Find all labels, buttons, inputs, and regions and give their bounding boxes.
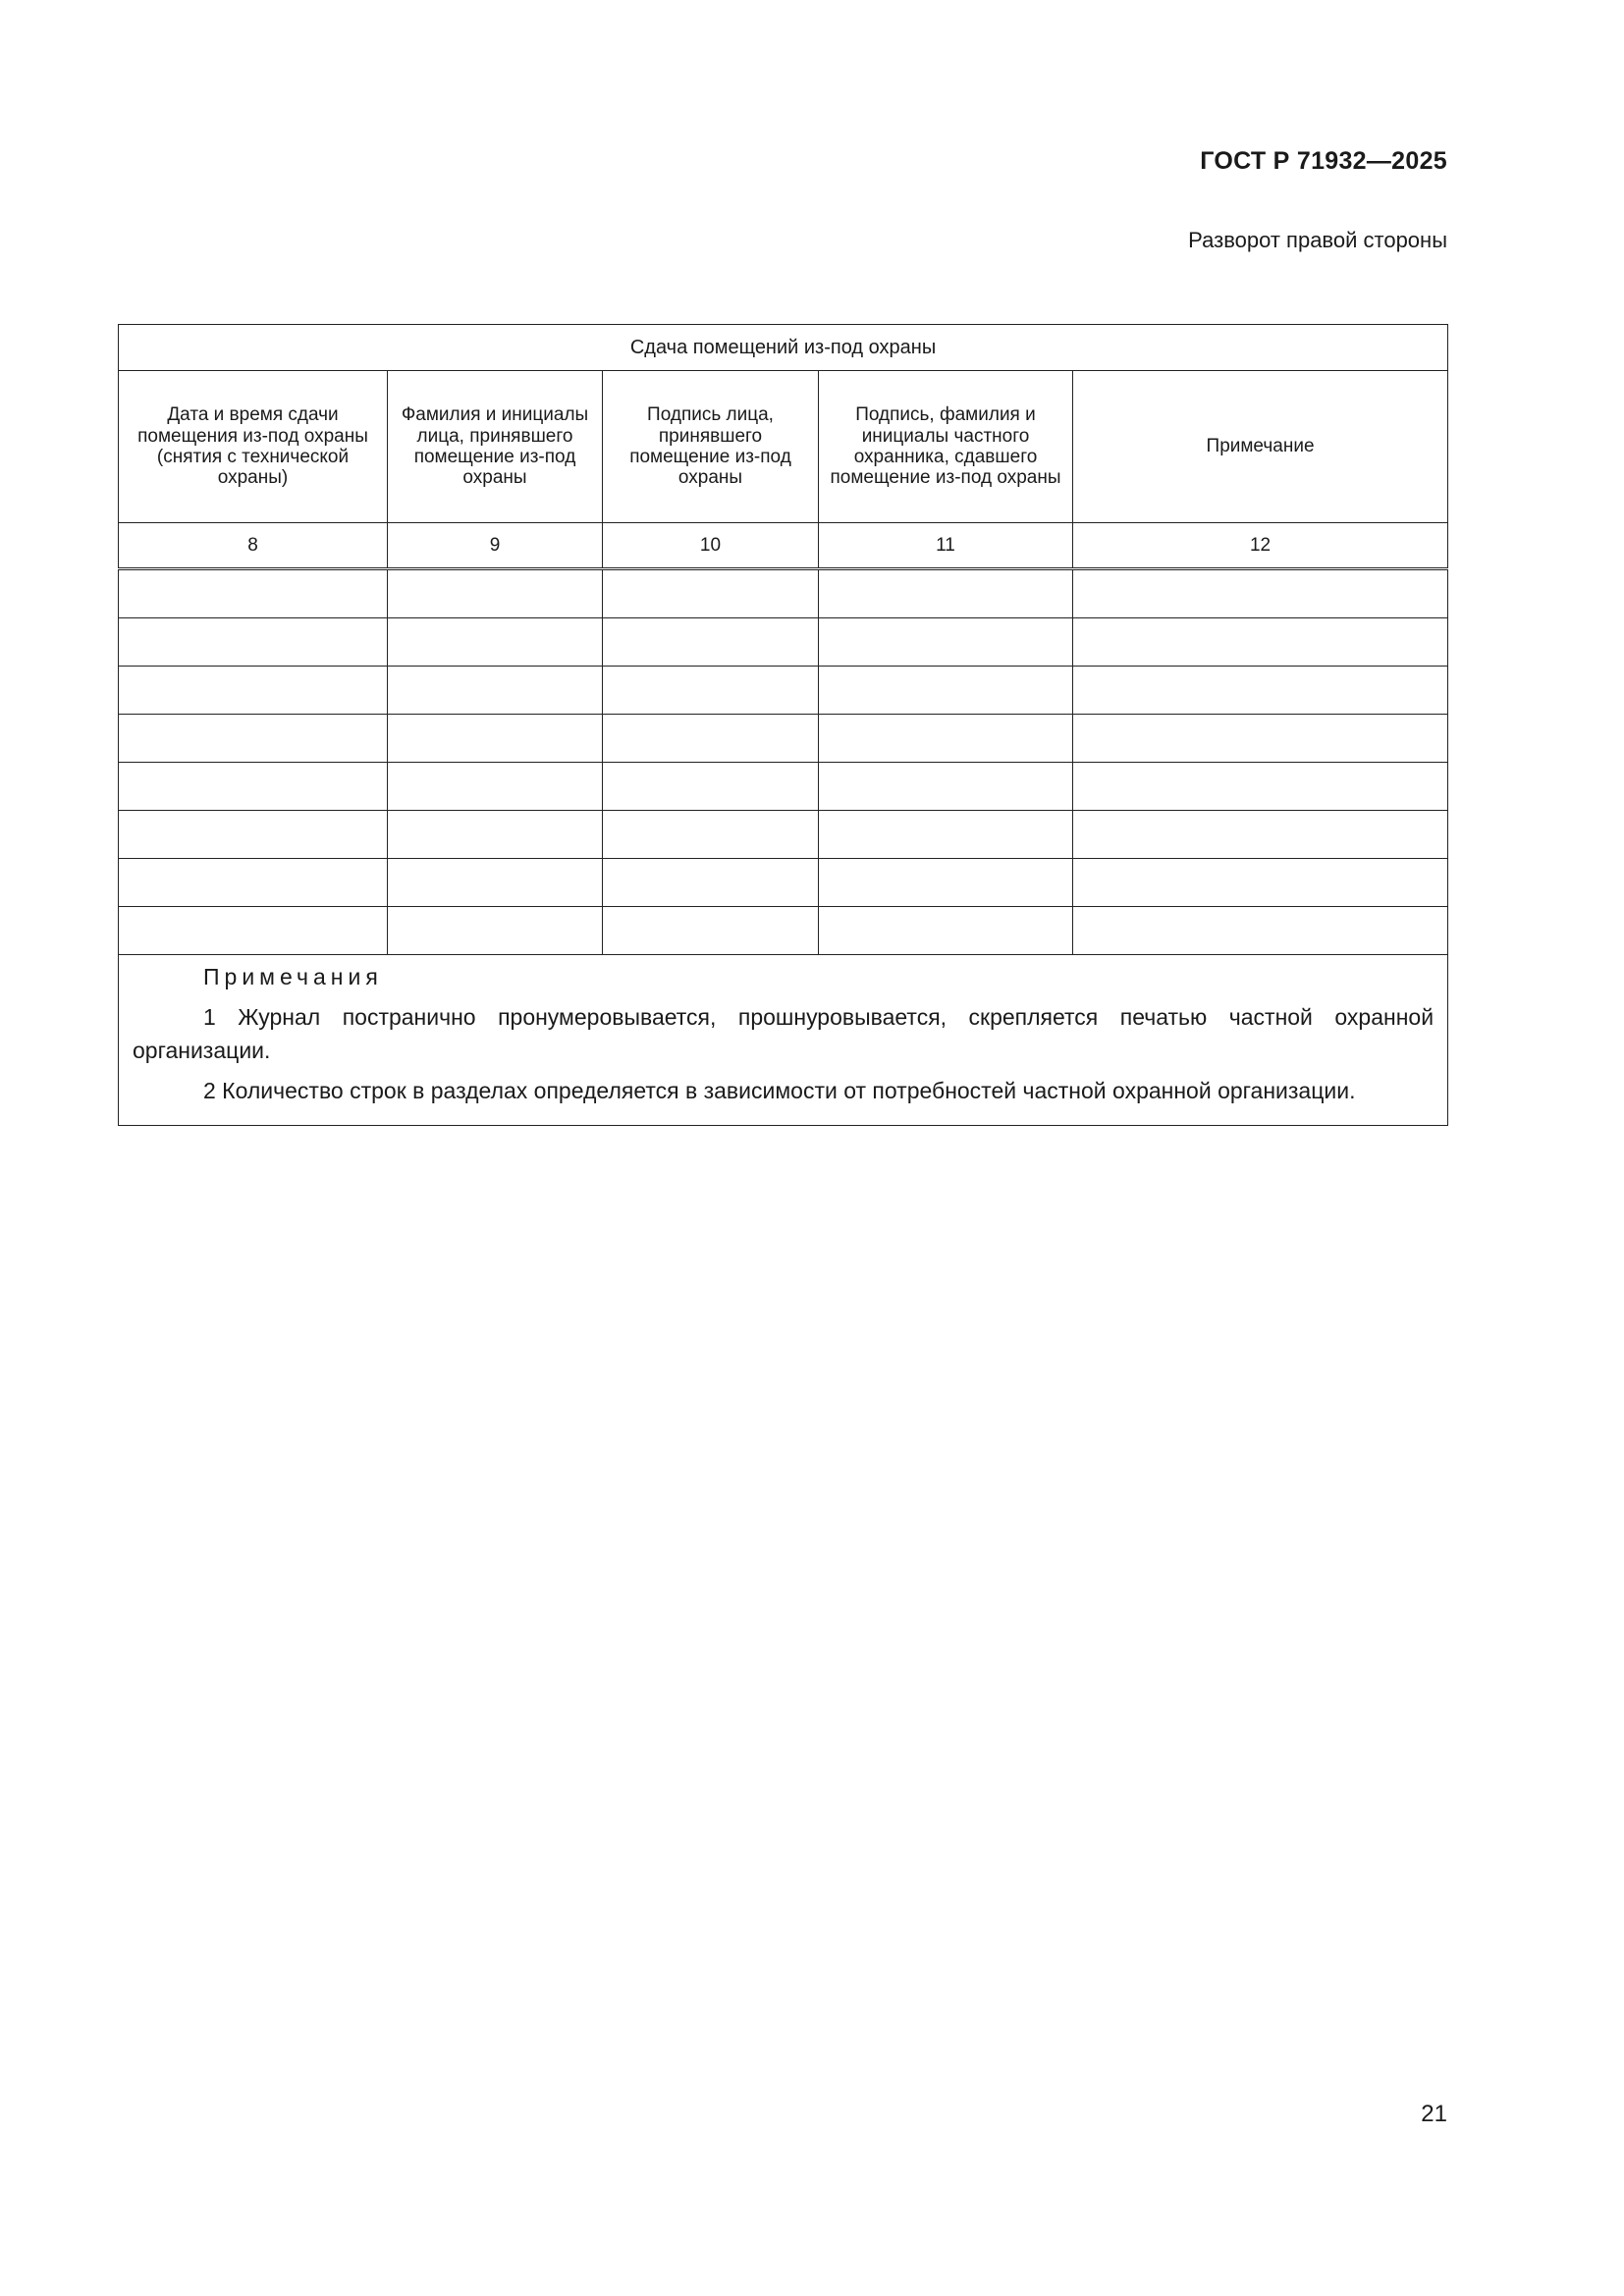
standard-number: ГОСТ Р 71932—2025 (1200, 147, 1447, 175)
note-item: 1 Журнал постранично пронумеровывается, прошнуровывается, скрепляется печатью частной охранной организации. (133, 1004, 1435, 1063)
empty-rows (119, 569, 1448, 955)
table-cell (1073, 667, 1448, 715)
column-header-receiver-name: Фамилия и инициалы лица, принявшего помещение из-под охраны (388, 371, 603, 523)
table-cell (1073, 811, 1448, 859)
column-number: 12 (1073, 523, 1448, 569)
table-row (119, 569, 1448, 618)
note-item: 2 Количество строк в разделах определяется в зависимости от потребностей частной охранной организации. (203, 1078, 1356, 1104)
table-cell (603, 907, 819, 955)
table-row (119, 715, 1448, 763)
journal-form-table (118, 324, 1448, 1126)
table-row (119, 763, 1448, 811)
column-header-receiver-signature: Подпись лица, принявшего помещение из-под охраны (603, 371, 819, 523)
table-cell (119, 763, 388, 811)
table-cell (819, 859, 1073, 907)
column-header-handover-datetime: Дата и время сдачи помещения из-под охраны (снятия с технической охраны) (119, 371, 388, 523)
table-cell (1073, 618, 1448, 667)
table-cell (388, 618, 603, 667)
table-cell (819, 715, 1073, 763)
table-cell (603, 667, 819, 715)
table-row (119, 618, 1448, 667)
notes-title: Примечания (203, 964, 383, 989)
table-cell (603, 569, 819, 618)
table-cell (388, 715, 603, 763)
page-subtitle: Разворот правой стороны (1188, 228, 1447, 252)
table-cell (388, 859, 603, 907)
table-section-title: Сдача помещений из-под охраны (119, 325, 1448, 371)
table-row (119, 859, 1448, 907)
table-cell (819, 569, 1073, 618)
table-cell (119, 569, 388, 618)
table-cell (388, 667, 603, 715)
table-cell (603, 859, 819, 907)
table-cell (388, 569, 603, 618)
notes-section (119, 955, 1448, 1126)
table-cell (819, 811, 1073, 859)
table-cell (819, 618, 1073, 667)
table-row (119, 667, 1448, 715)
table-cell (603, 715, 819, 763)
table-cell (819, 907, 1073, 955)
table-cell (603, 618, 819, 667)
table-cell (388, 763, 603, 811)
table-cell (388, 811, 603, 859)
table-cell (119, 618, 388, 667)
column-number: 8 (119, 523, 388, 569)
table-row (119, 811, 1448, 859)
column-number: 9 (388, 523, 603, 569)
table-cell (1073, 859, 1448, 907)
column-header-note: Примечание (1073, 371, 1448, 523)
page-number: 21 (1421, 2101, 1447, 2127)
table-cell (388, 907, 603, 955)
table-cell (1073, 715, 1448, 763)
table-cell (1073, 569, 1448, 618)
table-cell (603, 763, 819, 811)
table-cell (819, 667, 1073, 715)
table-cell (119, 811, 388, 859)
column-number: 11 (819, 523, 1073, 569)
column-number: 10 (603, 523, 819, 569)
table-cell (119, 859, 388, 907)
table-cell (119, 667, 388, 715)
table-cell (603, 811, 819, 859)
table-cell (1073, 907, 1448, 955)
table-row (119, 907, 1448, 955)
table-cell (1073, 763, 1448, 811)
column-header-guard-signature: Подпись, фамилия и инициалы частного охранника, сдавшего помещение из-под охраны (819, 371, 1073, 523)
table-cell (819, 763, 1073, 811)
table-cell (119, 907, 388, 955)
table-cell (119, 715, 388, 763)
